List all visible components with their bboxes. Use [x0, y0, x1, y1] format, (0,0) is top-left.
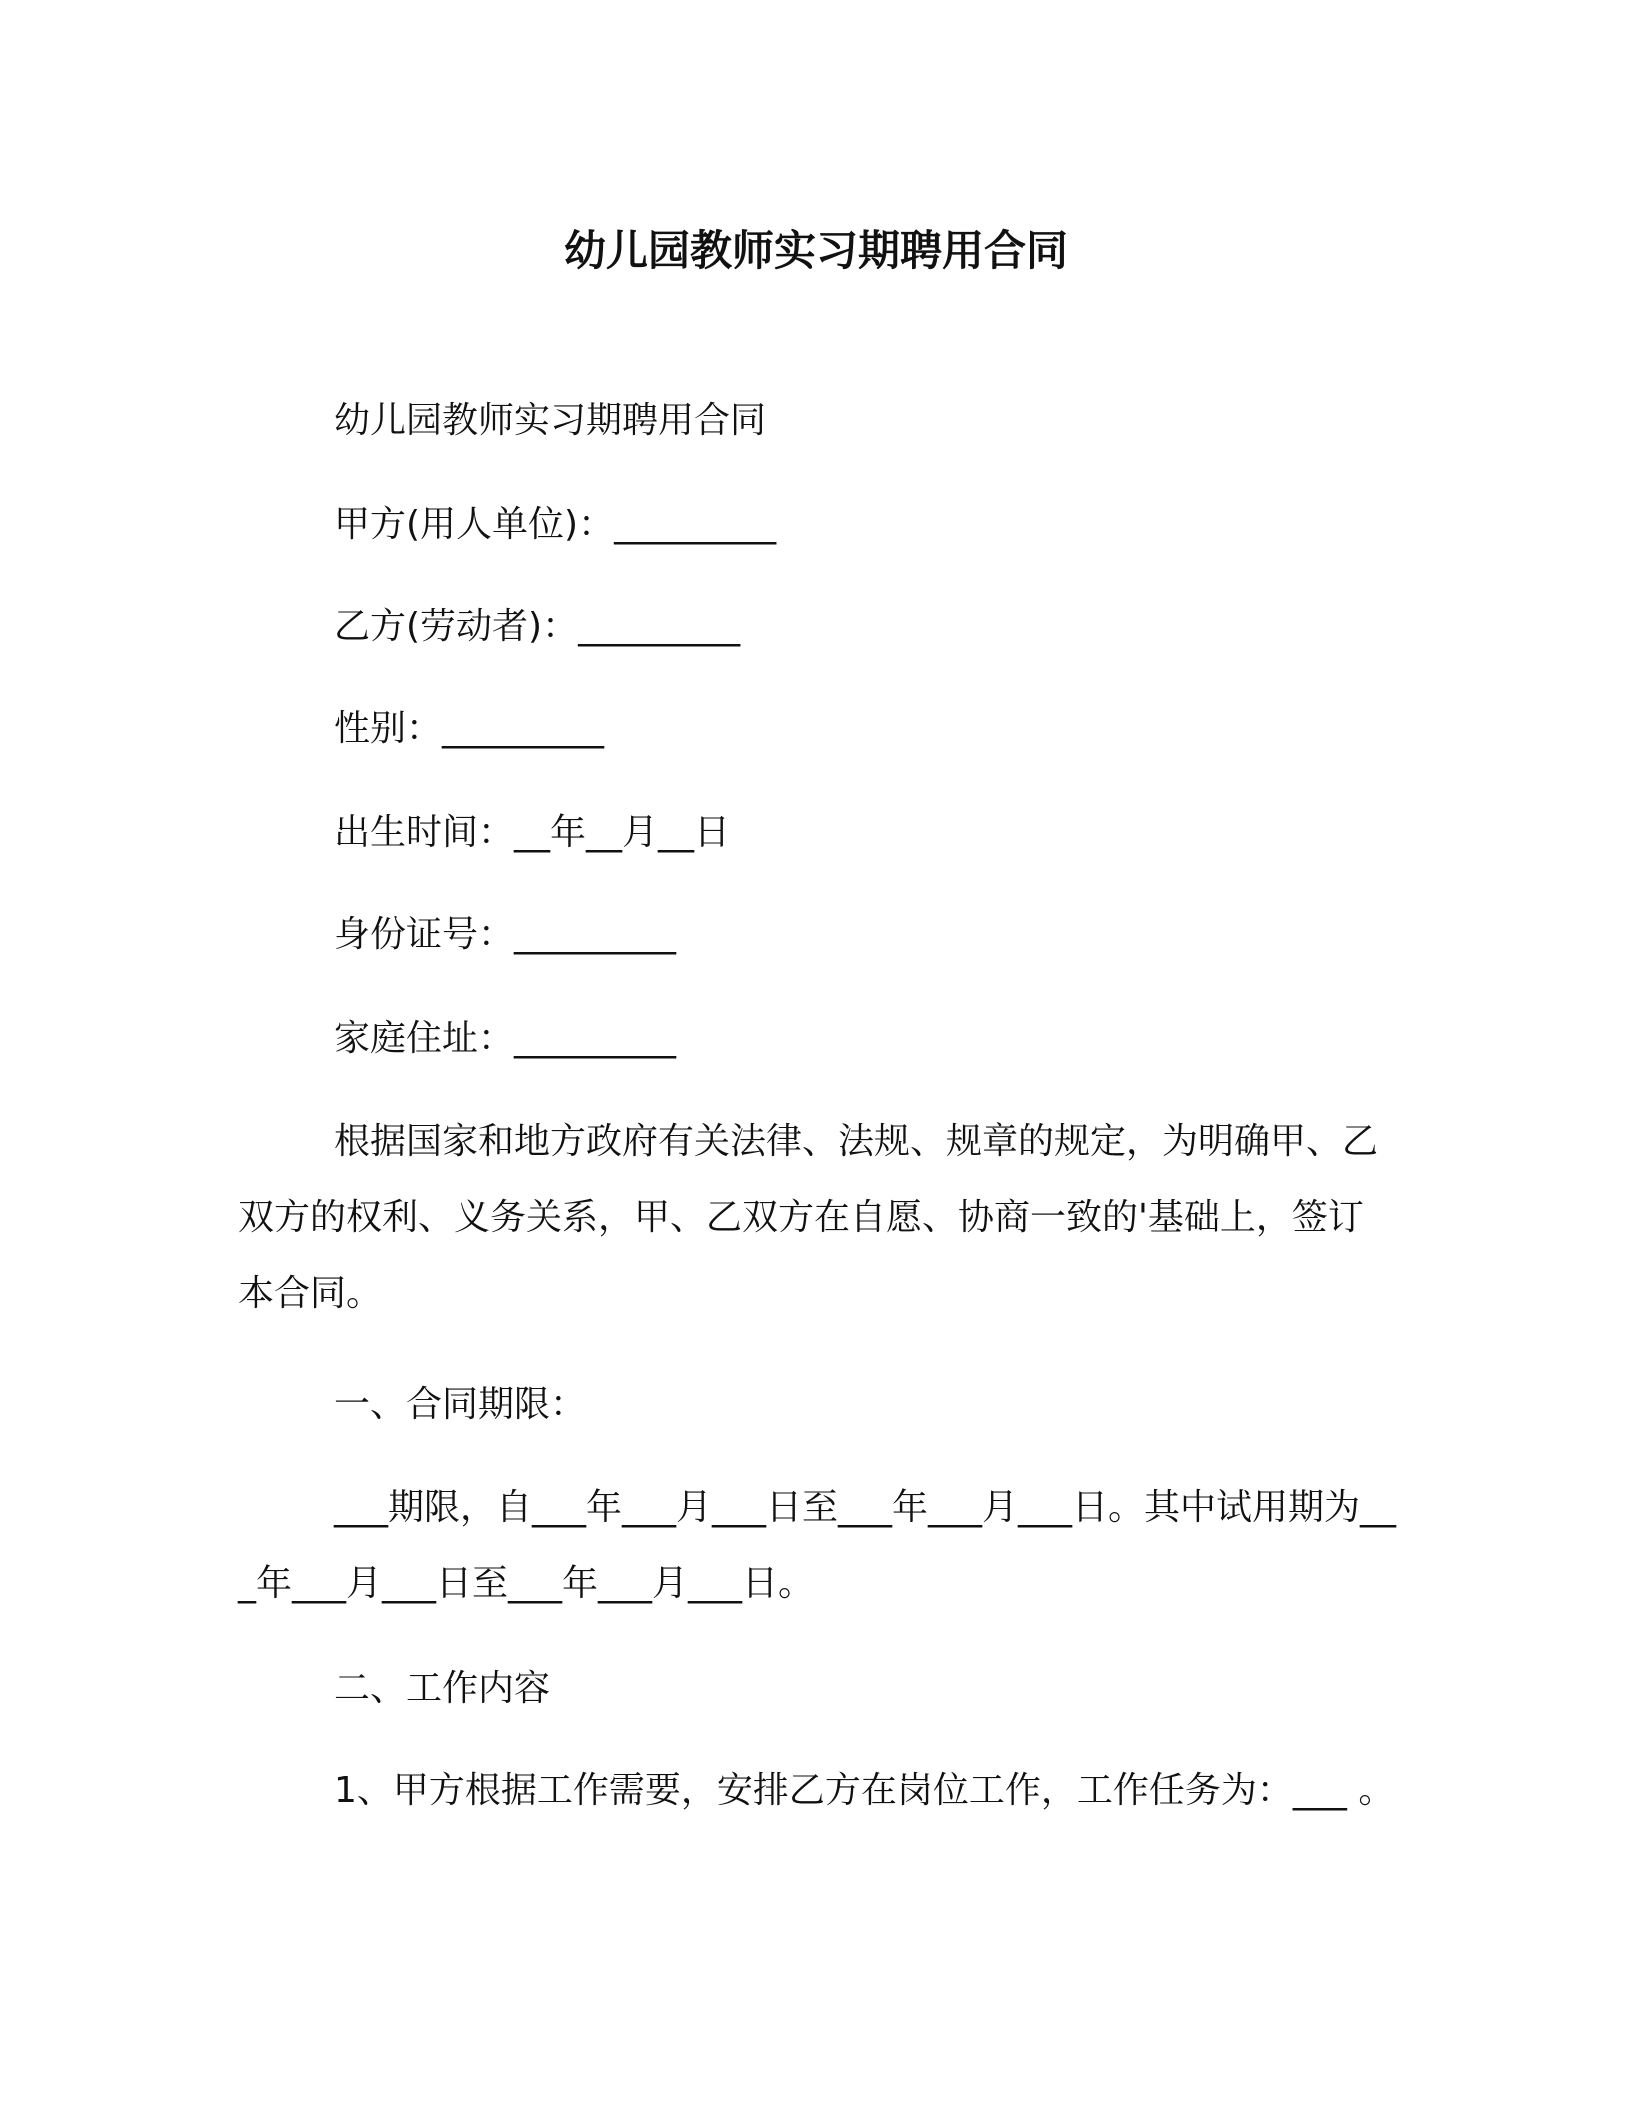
document-title: 幼儿园教师实习期聘用合同: [563, 226, 1068, 275]
party-a-field: 甲方(用人单位)：_________: [334, 504, 777, 545]
preamble-paragraph: 根据国家和地方政府有关法律、法规、规章的规定，为明确甲、乙双方的权利、义务关系，甲、乙双方在自愿、协商一致的'基础上，签订本合同。: [238, 1121, 1379, 1314]
home-address-field: 家庭住址：_________: [334, 1018, 677, 1059]
section2-item-1: 1、甲方根据工作需要，安排乙方在岗位工作，工作任务为：___ 。: [334, 1770, 1395, 1811]
birth-date-field: 出生时间：__年__月__日: [334, 812, 731, 853]
id-number-field: 身份证号：_________: [334, 914, 677, 955]
section1-body: ___期限，自___年___月___日至___年___月___日。其中试用期为___年___月___日至___年___月___日。: [238, 1487, 1397, 1604]
section1-heading: 一、合同期限：: [334, 1384, 587, 1425]
contract-subtitle: 幼儿园教师实习期聘用合同: [334, 400, 767, 441]
gender-field: 性别：_________: [334, 708, 605, 749]
party-b-field: 乙方(劳动者)：_________: [334, 606, 741, 647]
section2-heading: 二、工作内容: [334, 1668, 551, 1709]
